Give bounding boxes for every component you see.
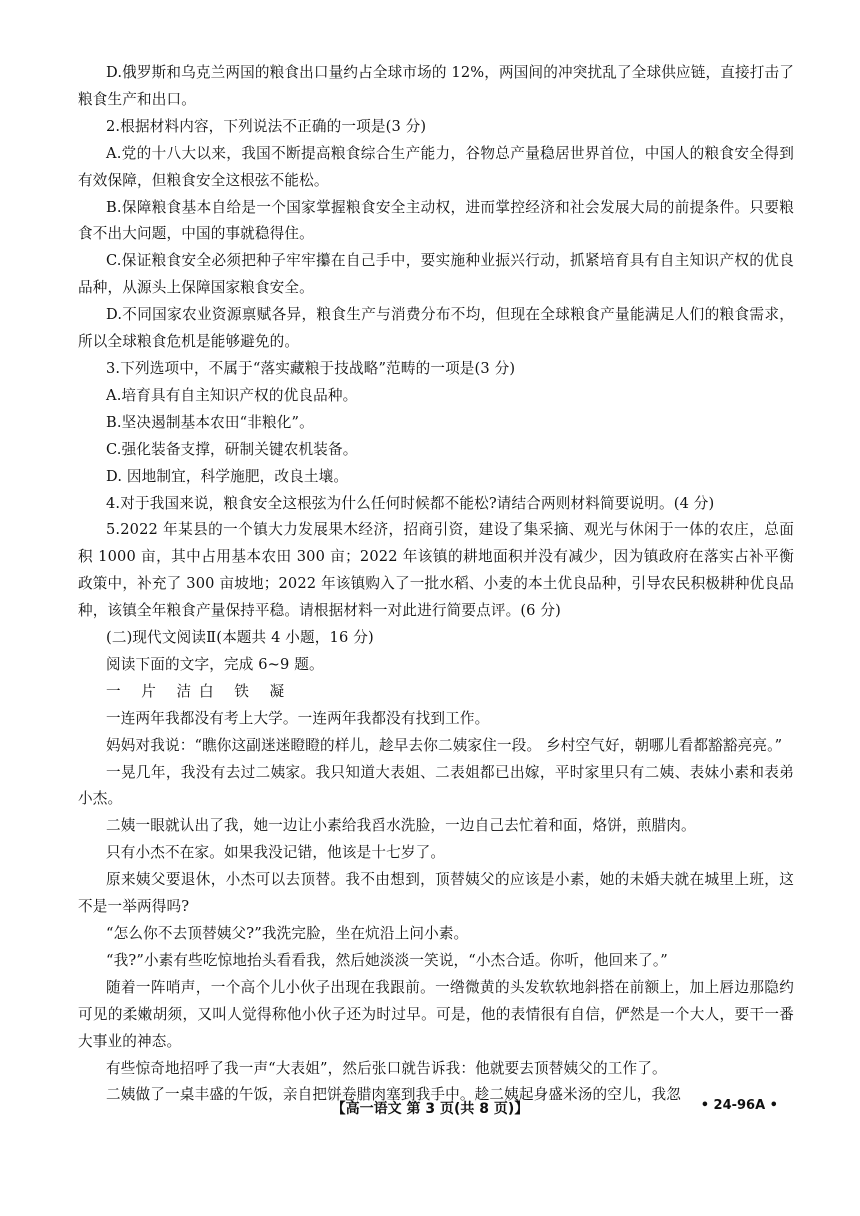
- story-paragraph: 妈妈对我说：“瞧你这副迷迷瞪瞪的样儿，趁早去你二姨家住一段。 乡村空气好，朝哪儿看都豁豁亮亮。”: [106, 736, 783, 754]
- option-a-q2: A.党的十八大以来，我国不断提高粮食综合生产能力，谷物总产量稳居世界首位，中国人的粮食安全得到有效保障，但粮食安全这根弦不能松。: [78, 144, 794, 189]
- story-paragraph: “我?”小素有些吃惊地抬头看看我，然后她淡淡一笑说，“小杰合适。你听，他回来了。”: [106, 951, 668, 969]
- story-paragraph: 二姨做了一桌丰盛的午饭，亲自把饼卷腊肉塞到我手中。趁二姨起身盛米汤的空儿，我忽: [106, 1086, 682, 1104]
- page-footer: [0, 1098, 860, 1122]
- story-paragraph: 原来姨父要退休，小杰可以去顶替。我不由想到，顶替姨父的应该是小素，她的未婚夫就在城里上班，这不是一举两得吗?: [78, 871, 794, 916]
- reading-instruction: 阅读下面的文字，完成 6~9 题。: [106, 655, 324, 673]
- option-d-q3: D. 因地制宜，科学施肥，改良土壤。: [106, 467, 349, 485]
- story-paragraph: 一晃几年，我没有去过二姨家。我只知道大表姐、二表姐都已出嫁，平时家里只有二姨、表妹小素和表弟小杰。: [78, 763, 794, 808]
- section-heading: (二)现代文阅读Ⅱ(本题共 4 小题，16 分): [106, 629, 374, 647]
- option-d-q2: D.不同国家农业资源禀赋各异，粮食生产与消费分布不均，但现在全球粮食产量能满足人们的粮食需求，所以全球粮食危机是能够避免的。: [78, 306, 794, 351]
- footer-page-info: 【高一语文 第 3 页(共 8 页)】: [331, 1101, 529, 1117]
- story-paragraph: 随着一阵哨声，一个高个儿小伙子出现在我跟前。一绺微黄的头发软软地斜搭在前额上，加上唇边那隐约可见的柔嫩胡须，又叫人觉得称他小伙子还为时过早。可是，他的表情很有自信，俨然是一个大人，要干一番大事业的神态。: [78, 978, 794, 1050]
- question-2: 2.根据材料内容，下列说法不正确的一项是(3 分): [106, 117, 427, 135]
- story-paragraph: 二姨一眼就认出了我，她一边让小素给我舀水洗脸，一边自己去忙着和面，烙饼，煎腊肉。: [106, 817, 696, 835]
- story-paragraph: 只有小杰不在家。如果我没记错，他该是十七岁了。: [106, 844, 446, 862]
- page-body: [78, 60, 794, 1109]
- footer-exam-code: • 24-96A •: [700, 1098, 778, 1113]
- option-c-q3: C.强化装备支撑，研制关键农机装备。: [106, 440, 358, 458]
- option-c-q2: C.保证粮食安全必须把种子牢牢攥在自己手中，要实施种业振兴行动，抓紧培育具有自主知识产权的优良品种，从源头上保障国家粮食安全。: [78, 252, 794, 297]
- question-4: 4.对于我国来说，粮食安全这根弦为什么任何时候都不能松?请结合两则材料简要说明。(4 分): [106, 494, 715, 512]
- story-paragraph: “怎么你不去顶替姨父?”我洗完脸，坐在炕沿上问小素。: [106, 925, 469, 942]
- question-3: 3.下列选项中，不属于“落实藏粮于技战略”范畴的一项是(3 分): [106, 359, 516, 377]
- story-title: 一 片 洁白 铁 凝: [106, 682, 293, 700]
- option-b-q3: B.坚决遏制基本农田“非粮化”。: [106, 413, 314, 431]
- story-paragraph: 一连两年我都没有考上大学。一连两年我都没有找到工作。: [106, 709, 490, 727]
- option-d-q1: D.俄罗斯和乌克兰两国的粮食出口量约占全球市场的 12%，两国间的冲突扰乱了全球供应链，直接打击了粮食生产和出口。: [78, 64, 794, 108]
- question-5: 5.2022 年某县的一个镇大力发展果木经济，招商引资，建设了集采摘、观光与休闲于一体的农庄，总面积 1000 亩，其中占用基本农田 300 亩；2022 年该镇的耕地面积并没有减少，因为镇政府在落实占补平衡政策中，补充了 300 亩坡地；2022 年该镇购入了一批水稻、小麦的本土优良品种，引导农民积极耕种优良品种，该镇全年粮食产量保持平稳。请根据材料一对此进行简要点评。(6 分): [78, 521, 794, 620]
- option-a-q3: A.培育具有自主知识产权的优良品种。: [106, 386, 358, 404]
- option-b-q2: B.保障粮食基本自给是一个国家掌握粮食安全主动权，进而掌控经济和社会发展大局的前提条件。只要粮食不出大问题，中国的事就稳得住。: [78, 198, 794, 243]
- story-paragraph: 有些惊奇地招呼了我一声“大表姐”，然后张口就告诉我：他就要去顶替姨父的工作了。: [106, 1059, 667, 1077]
